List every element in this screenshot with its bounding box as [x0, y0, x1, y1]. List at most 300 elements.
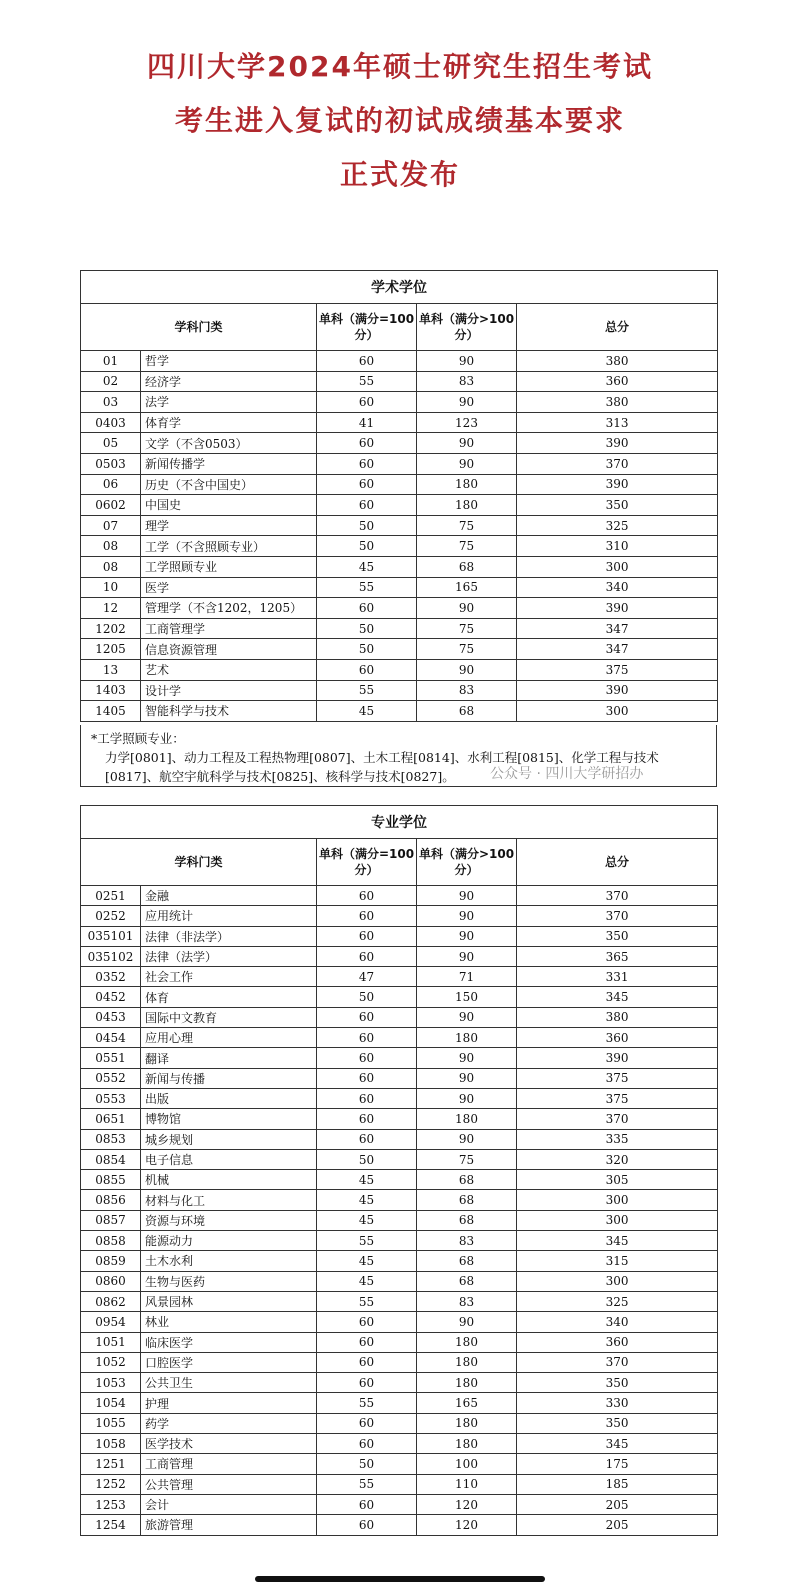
- code-cell: 1251: [81, 1454, 141, 1474]
- table-row: [81, 946, 718, 966]
- single-over-100-cell: 90: [417, 433, 517, 454]
- title-line-3: 正式发布: [339, 158, 460, 191]
- code-cell: 0403: [81, 412, 141, 433]
- single-over-100-cell: 68: [417, 1210, 517, 1230]
- table-row: [81, 1494, 718, 1514]
- single-100-cell: 45: [317, 1271, 417, 1291]
- name-cell: 中国史: [141, 495, 317, 516]
- total-cell: 390: [517, 598, 718, 619]
- single-over-100-cell: 180: [417, 1413, 517, 1433]
- total-cell: 390: [517, 1048, 718, 1068]
- table-row: [81, 1454, 718, 1474]
- name-cell: 口腔医学: [141, 1352, 317, 1372]
- single-100-cell: 60: [317, 351, 417, 372]
- title-line-2: 考生进入复试的初试成绩基本要求: [174, 104, 625, 137]
- total-cell: 300: [517, 556, 718, 577]
- single-over-100-cell: 68: [417, 701, 517, 722]
- academic-degree-table: [80, 270, 718, 722]
- table-row: [81, 906, 718, 926]
- name-cell: 信息资源管理: [141, 639, 317, 660]
- single-100-cell: 60: [317, 1352, 417, 1372]
- code-cell: 035102: [81, 946, 141, 966]
- single-100-cell: 60: [317, 495, 417, 516]
- total-cell: 350: [517, 1373, 718, 1393]
- single-100-cell: 41: [317, 412, 417, 433]
- total-cell: 390: [517, 680, 718, 701]
- single-over-100-cell: 90: [417, 1129, 517, 1149]
- total-cell: 205: [517, 1515, 718, 1535]
- name-cell: 林业: [141, 1312, 317, 1332]
- single-over-100-cell: 180: [417, 1109, 517, 1129]
- code-cell: 1205: [81, 639, 141, 660]
- name-cell: 电子信息: [141, 1149, 317, 1169]
- table-row: [81, 371, 718, 392]
- single-over-100-cell: 180: [417, 495, 517, 516]
- table-row: [81, 1271, 718, 1291]
- table-row: [81, 1251, 718, 1271]
- total-cell: 390: [517, 474, 718, 495]
- code-cell: 0857: [81, 1210, 141, 1230]
- name-cell: 临床医学: [141, 1332, 317, 1352]
- code-cell: 0862: [81, 1291, 141, 1311]
- single-over-100-cell: 180: [417, 474, 517, 495]
- code-cell: 0251: [81, 886, 141, 906]
- name-cell: 土木水利: [141, 1251, 317, 1271]
- single-100-cell: 60: [317, 1373, 417, 1393]
- total-cell: 347: [517, 618, 718, 639]
- single-over-100-cell: 75: [417, 515, 517, 536]
- table-row: [81, 515, 718, 536]
- code-cell: 1051: [81, 1332, 141, 1352]
- single-over-100-cell: 68: [417, 1251, 517, 1271]
- name-cell: 应用心理: [141, 1028, 317, 1048]
- single-over-100-cell: 90: [417, 453, 517, 474]
- total-cell: 300: [517, 1271, 718, 1291]
- table-row: [81, 967, 718, 987]
- total-cell: 340: [517, 1312, 718, 1332]
- single-100-cell: 45: [317, 701, 417, 722]
- name-cell: 翻译: [141, 1048, 317, 1068]
- code-cell: 0855: [81, 1170, 141, 1190]
- name-cell: 公共卫生: [141, 1373, 317, 1393]
- table-row: [81, 433, 718, 454]
- single-100-cell: 50: [317, 987, 417, 1007]
- name-cell: 生物与医药: [141, 1271, 317, 1291]
- table-row: [81, 351, 718, 372]
- total-cell: 340: [517, 577, 718, 598]
- code-cell: 03: [81, 392, 141, 413]
- name-cell: 城乡规划: [141, 1129, 317, 1149]
- single-100-cell: 60: [317, 433, 417, 454]
- table-row: [81, 598, 718, 619]
- single-over-100-cell: 180: [417, 1434, 517, 1454]
- table-row: [81, 639, 718, 660]
- table-row: [81, 1515, 718, 1535]
- single-100-cell: 50: [317, 536, 417, 557]
- single-100-cell: 60: [317, 1515, 417, 1535]
- single-100-cell: 60: [317, 1048, 417, 1068]
- single-over-100-cell: 83: [417, 371, 517, 392]
- single-100-cell: 60: [317, 946, 417, 966]
- single-over-100-cell: 90: [417, 926, 517, 946]
- single-100-cell: 55: [317, 371, 417, 392]
- total-cell: 380: [517, 392, 718, 413]
- single-over-100-cell: 90: [417, 351, 517, 372]
- code-cell: 1053: [81, 1373, 141, 1393]
- code-cell: 01: [81, 351, 141, 372]
- total-cell: 185: [517, 1474, 718, 1494]
- code-cell: 0454: [81, 1028, 141, 1048]
- code-cell: 0553: [81, 1088, 141, 1108]
- single-over-100-cell: 90: [417, 1048, 517, 1068]
- table-row: [81, 1231, 718, 1251]
- name-cell: 医学技术: [141, 1434, 317, 1454]
- single-over-100-cell: 90: [417, 906, 517, 926]
- name-cell: 护理: [141, 1393, 317, 1413]
- table-row: [81, 1474, 718, 1494]
- home-indicator[interactable]: [255, 1576, 545, 1582]
- single-100-cell: 50: [317, 639, 417, 660]
- code-cell: 0954: [81, 1312, 141, 1332]
- single-100-cell: 60: [317, 1068, 417, 1088]
- name-cell: 经济学: [141, 371, 317, 392]
- name-cell: 管理学（不含1202，1205）: [141, 598, 317, 619]
- code-cell: 0551: [81, 1048, 141, 1068]
- total-cell: 320: [517, 1149, 718, 1169]
- single-100-cell: 60: [317, 659, 417, 680]
- single-over-100-cell: 90: [417, 1088, 517, 1108]
- total-cell: 331: [517, 967, 718, 987]
- name-cell: 国际中文教育: [141, 1007, 317, 1027]
- code-cell: 08: [81, 536, 141, 557]
- total-cell: 300: [517, 701, 718, 722]
- name-cell: 旅游管理: [141, 1515, 317, 1535]
- single-100-cell: 55: [317, 1231, 417, 1251]
- code-cell: 0860: [81, 1271, 141, 1291]
- single-over-100-cell: 68: [417, 1190, 517, 1210]
- total-cell: 330: [517, 1393, 718, 1413]
- table-row: [81, 1129, 718, 1149]
- single-over-100-cell: 120: [417, 1515, 517, 1535]
- academic-table-body: [81, 351, 718, 722]
- table-row: [81, 1088, 718, 1108]
- single-100-cell: 55: [317, 680, 417, 701]
- total-cell: 300: [517, 1210, 718, 1230]
- total-cell: 350: [517, 1413, 718, 1433]
- code-cell: 1253: [81, 1494, 141, 1514]
- name-cell: 能源动力: [141, 1231, 317, 1251]
- code-cell: 1252: [81, 1474, 141, 1494]
- single-100-cell: 45: [317, 1170, 417, 1190]
- code-cell: 0854: [81, 1149, 141, 1169]
- name-cell: 新闻传播学: [141, 453, 317, 474]
- code-cell: 0602: [81, 495, 141, 516]
- total-cell: 345: [517, 987, 718, 1007]
- title-line-1: 四川大学2024年硕士研究生招生考试: [147, 50, 653, 83]
- single-over-100-cell: 110: [417, 1474, 517, 1494]
- table-row: [81, 618, 718, 639]
- total-cell: 370: [517, 906, 718, 926]
- name-cell: 文学（不含0503）: [141, 433, 317, 454]
- total-cell: 380: [517, 351, 718, 372]
- name-cell: 历史（不含中国史）: [141, 474, 317, 495]
- header-discipline: 学科门类: [81, 839, 317, 886]
- name-cell: 体育: [141, 987, 317, 1007]
- name-cell: 法律（法学）: [141, 946, 317, 966]
- code-cell: 0651: [81, 1109, 141, 1129]
- code-cell: 0859: [81, 1251, 141, 1271]
- total-cell: 375: [517, 659, 718, 680]
- total-cell: 313: [517, 412, 718, 433]
- table-row: [81, 680, 718, 701]
- single-100-cell: 60: [317, 1109, 417, 1129]
- total-cell: 360: [517, 1028, 718, 1048]
- bottom-fade: [0, 1545, 800, 1590]
- table-row: [81, 1434, 718, 1454]
- table-row: [81, 1393, 718, 1413]
- single-100-cell: 60: [317, 1028, 417, 1048]
- single-over-100-cell: 90: [417, 946, 517, 966]
- single-over-100-cell: 75: [417, 536, 517, 557]
- single-100-cell: 50: [317, 618, 417, 639]
- single-over-100-cell: 83: [417, 1291, 517, 1311]
- name-cell: 社会工作: [141, 967, 317, 987]
- table-row: [81, 412, 718, 433]
- total-cell: 370: [517, 453, 718, 474]
- name-cell: 药学: [141, 1413, 317, 1433]
- code-cell: 0853: [81, 1129, 141, 1149]
- table-row: [81, 987, 718, 1007]
- name-cell: 体育学: [141, 412, 317, 433]
- header-discipline: 学科门类: [81, 304, 317, 351]
- single-over-100-cell: 90: [417, 392, 517, 413]
- total-cell: 370: [517, 1109, 718, 1129]
- table-row: [81, 453, 718, 474]
- total-cell: 205: [517, 1494, 718, 1514]
- code-cell: 08: [81, 556, 141, 577]
- name-cell: 法律（非法学）: [141, 926, 317, 946]
- single-100-cell: 55: [317, 577, 417, 598]
- table-row: [81, 1048, 718, 1068]
- professional-table-body: [81, 886, 718, 1536]
- professional-section-title: 专业学位: [81, 806, 718, 839]
- code-cell: 02: [81, 371, 141, 392]
- table-row: [81, 556, 718, 577]
- total-cell: 315: [517, 1251, 718, 1271]
- table-row: [81, 392, 718, 413]
- table-row: [81, 1373, 718, 1393]
- single-100-cell: 60: [317, 1007, 417, 1027]
- total-cell: 370: [517, 886, 718, 906]
- single-over-100-cell: 75: [417, 1149, 517, 1169]
- code-cell: 1058: [81, 1434, 141, 1454]
- single-over-100-cell: 120: [417, 1494, 517, 1514]
- note-title: *工学照顾专业：: [91, 731, 185, 746]
- single-over-100-cell: 68: [417, 1271, 517, 1291]
- name-cell: 应用统计: [141, 906, 317, 926]
- single-100-cell: 60: [317, 474, 417, 495]
- name-cell: 会计: [141, 1494, 317, 1514]
- single-100-cell: 60: [317, 1312, 417, 1332]
- header-total: 总分: [517, 304, 718, 351]
- total-cell: 325: [517, 515, 718, 536]
- code-cell: 1202: [81, 618, 141, 639]
- code-cell: 0858: [81, 1231, 141, 1251]
- single-100-cell: 60: [317, 886, 417, 906]
- code-cell: 1052: [81, 1352, 141, 1372]
- total-cell: 335: [517, 1129, 718, 1149]
- name-cell: 出版: [141, 1088, 317, 1108]
- code-cell: 0252: [81, 906, 141, 926]
- code-cell: 06: [81, 474, 141, 495]
- table-row: [81, 659, 718, 680]
- single-over-100-cell: 123: [417, 412, 517, 433]
- single-over-100-cell: 90: [417, 886, 517, 906]
- name-cell: 新闻与传播: [141, 1068, 317, 1088]
- total-cell: 390: [517, 433, 718, 454]
- single-100-cell: 60: [317, 392, 417, 413]
- code-cell: 1055: [81, 1413, 141, 1433]
- name-cell: 艺术: [141, 659, 317, 680]
- total-cell: 325: [517, 1291, 718, 1311]
- single-100-cell: 60: [317, 1413, 417, 1433]
- code-cell: 07: [81, 515, 141, 536]
- total-cell: 345: [517, 1231, 718, 1251]
- single-100-cell: 50: [317, 1454, 417, 1474]
- table-row: [81, 1352, 718, 1372]
- single-over-100-cell: 83: [417, 680, 517, 701]
- total-cell: 370: [517, 1352, 718, 1372]
- page-title: [0, 40, 800, 202]
- code-cell: 05: [81, 433, 141, 454]
- name-cell: 理学: [141, 515, 317, 536]
- table-row: [81, 1190, 718, 1210]
- name-cell: 公共管理: [141, 1474, 317, 1494]
- name-cell: 工学（不含照顾专业）: [141, 536, 317, 557]
- total-cell: 365: [517, 946, 718, 966]
- single-over-100-cell: 180: [417, 1028, 517, 1048]
- header-single-100: 单科（满分=100分）: [317, 304, 417, 351]
- single-over-100-cell: 180: [417, 1352, 517, 1372]
- watermark: 公众号 · 四川大学研招办: [490, 766, 644, 782]
- table-row: [81, 701, 718, 722]
- name-cell: 博物馆: [141, 1109, 317, 1129]
- table-row: [81, 1028, 718, 1048]
- single-over-100-cell: 180: [417, 1332, 517, 1352]
- code-cell: 035101: [81, 926, 141, 946]
- code-cell: 10: [81, 577, 141, 598]
- single-100-cell: 45: [317, 1210, 417, 1230]
- single-over-100-cell: 90: [417, 1068, 517, 1088]
- single-over-100-cell: 180: [417, 1373, 517, 1393]
- single-over-100-cell: 75: [417, 618, 517, 639]
- table-row: [81, 1149, 718, 1169]
- header-single-over-100: 单科（满分>100分）: [417, 839, 517, 886]
- single-over-100-cell: 75: [417, 639, 517, 660]
- name-cell: 工学照顾专业: [141, 556, 317, 577]
- single-100-cell: 45: [317, 1251, 417, 1271]
- name-cell: 智能科学与技术: [141, 701, 317, 722]
- professional-degree-table: [80, 805, 718, 1536]
- table-row: [81, 1068, 718, 1088]
- code-cell: 0552: [81, 1068, 141, 1088]
- name-cell: 金融: [141, 886, 317, 906]
- total-cell: 305: [517, 1170, 718, 1190]
- single-100-cell: 47: [317, 967, 417, 987]
- single-100-cell: 60: [317, 1129, 417, 1149]
- single-100-cell: 60: [317, 1332, 417, 1352]
- single-100-cell: 60: [317, 1494, 417, 1514]
- code-cell: 0352: [81, 967, 141, 987]
- note-body: 力学[0801]、动力工程及工程热物理[0807]、土木工程[0814]、水利工程[0815]、化学工程与技术[0817]、航空宇航科学与技术[0825]、核科学与技术[0827]。: [105, 750, 659, 784]
- code-cell: 0856: [81, 1190, 141, 1210]
- total-cell: 360: [517, 371, 718, 392]
- name-cell: 资源与环境: [141, 1210, 317, 1230]
- single-100-cell: 55: [317, 1393, 417, 1413]
- table-row: [81, 1413, 718, 1433]
- single-100-cell: 60: [317, 598, 417, 619]
- table-row: [81, 495, 718, 516]
- table-row: [81, 536, 718, 557]
- total-cell: 380: [517, 1007, 718, 1027]
- code-cell: 1254: [81, 1515, 141, 1535]
- single-over-100-cell: 68: [417, 556, 517, 577]
- single-100-cell: 60: [317, 906, 417, 926]
- name-cell: 工商管理学: [141, 618, 317, 639]
- code-cell: 13: [81, 659, 141, 680]
- total-cell: 375: [517, 1068, 718, 1088]
- total-cell: 347: [517, 639, 718, 660]
- name-cell: 材料与化工: [141, 1190, 317, 1210]
- name-cell: 机械: [141, 1170, 317, 1190]
- table-row: [81, 1109, 718, 1129]
- total-cell: 350: [517, 495, 718, 516]
- code-cell: 0503: [81, 453, 141, 474]
- single-over-100-cell: 83: [417, 1231, 517, 1251]
- single-over-100-cell: 165: [417, 577, 517, 598]
- single-100-cell: 60: [317, 926, 417, 946]
- table-row: [81, 1291, 718, 1311]
- single-100-cell: 50: [317, 515, 417, 536]
- code-cell: 0452: [81, 987, 141, 1007]
- code-cell: 0453: [81, 1007, 141, 1027]
- header-single-over-100: 单科（满分>100分）: [417, 304, 517, 351]
- single-over-100-cell: 90: [417, 1312, 517, 1332]
- single-over-100-cell: 90: [417, 659, 517, 680]
- single-100-cell: 60: [317, 453, 417, 474]
- name-cell: 设计学: [141, 680, 317, 701]
- table-row: [81, 926, 718, 946]
- total-cell: 310: [517, 536, 718, 557]
- name-cell: 风景园林: [141, 1291, 317, 1311]
- total-cell: 300: [517, 1190, 718, 1210]
- single-over-100-cell: 165: [417, 1393, 517, 1413]
- single-over-100-cell: 90: [417, 598, 517, 619]
- single-100-cell: 55: [317, 1291, 417, 1311]
- table-row: [81, 577, 718, 598]
- table-row: [81, 1007, 718, 1027]
- name-cell: 工商管理: [141, 1454, 317, 1474]
- single-100-cell: 45: [317, 1190, 417, 1210]
- table-row: [81, 1312, 718, 1332]
- table-row: [81, 1170, 718, 1190]
- total-cell: 175: [517, 1454, 718, 1474]
- single-100-cell: 60: [317, 1088, 417, 1108]
- name-cell: 法学: [141, 392, 317, 413]
- table-row: [81, 1332, 718, 1352]
- single-over-100-cell: 90: [417, 1007, 517, 1027]
- total-cell: 350: [517, 926, 718, 946]
